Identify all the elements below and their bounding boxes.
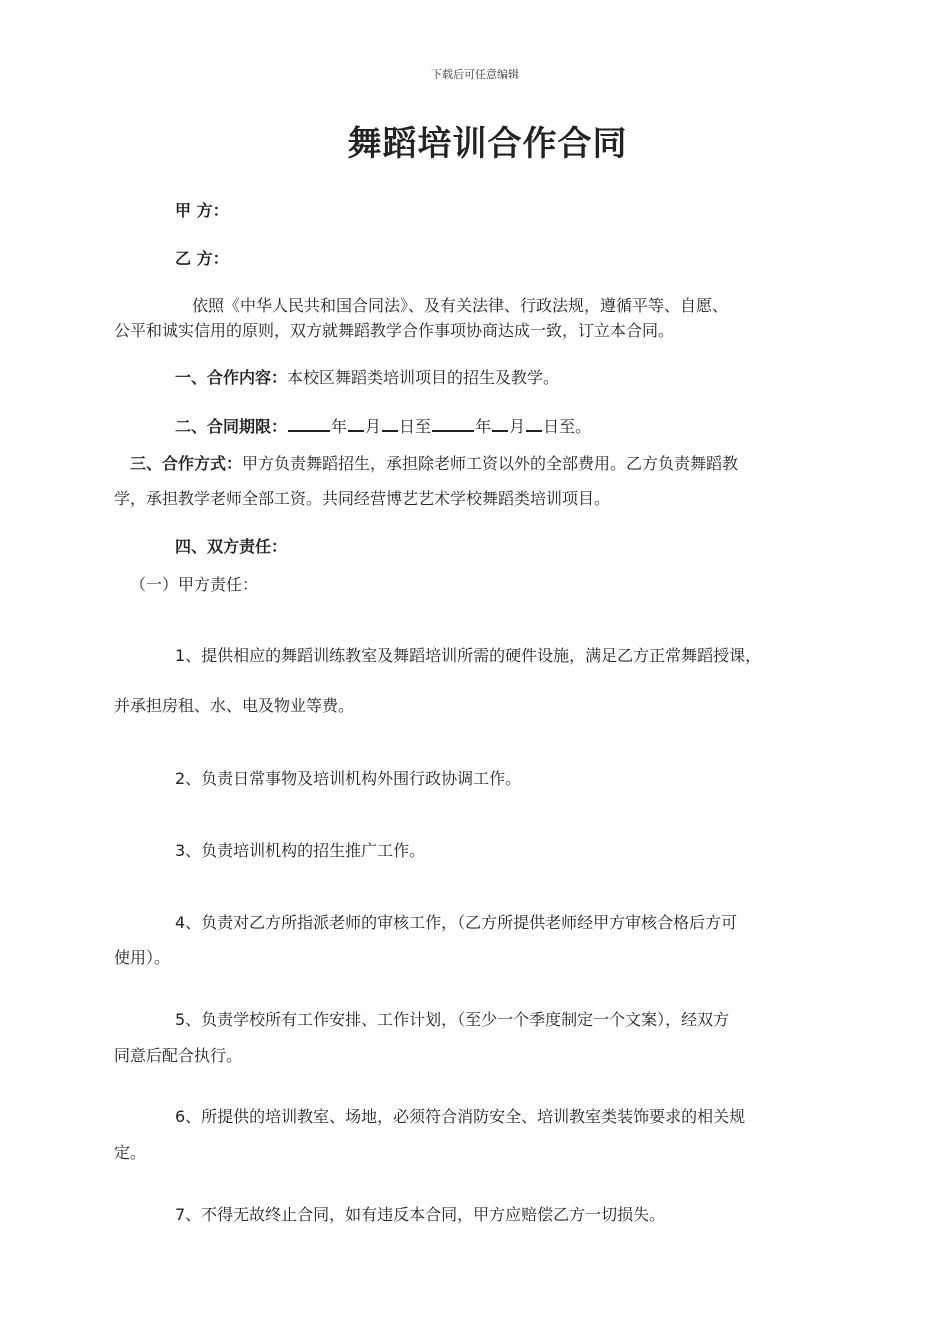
item-1-line-1: 1、提供相应的舞蹈训练教室及舞蹈培训所需的硬件设施，满足乙方正常舞蹈授课， xyxy=(175,646,762,665)
item-4-line-1: 4、负责对乙方所指派老师的审核工作，（乙方所提供老师经甲方审核合格后方可 xyxy=(175,913,738,932)
item-5-line-1: 5、负责学校所有工作安排、工作计划，（至少一个季度制定一个文案），经双方 xyxy=(175,1010,730,1029)
section-3-line-2: 学，承担教学老师全部工资。共同经营博艺艺术学校舞蹈类培训项目。 xyxy=(114,489,611,508)
section-1-label: 一、合作内容： xyxy=(175,368,288,387)
end-year-blank[interactable] xyxy=(432,416,474,432)
preamble-line-1: 依照《中华人民共和国合同法》、及有关法律、行政法规，遵循平等、自愿、 xyxy=(192,296,729,315)
item-2: 2、负责日常事物及培训机构外围行政协调工作。 xyxy=(175,769,522,788)
party-a-label: 甲 方： xyxy=(175,201,229,220)
section-1 xyxy=(175,369,559,387)
section-2 xyxy=(175,416,591,436)
section-4-label: 四、双方责任： xyxy=(175,537,288,556)
preamble-line-2: 公平和诚实信用的原则，双方就舞蹈教学合作事项协商达成一致，订立本合同。 xyxy=(114,321,675,340)
section-1-text: 本校区舞蹈类培训项目的招生及教学。 xyxy=(287,368,560,387)
year-unit: 年 xyxy=(331,417,348,436)
item-4-line-2: 使用）。 xyxy=(114,948,171,967)
day-to-unit: 日至 xyxy=(399,417,432,436)
month-unit-2: 月 xyxy=(509,417,526,436)
start-month-blank[interactable] xyxy=(348,416,364,432)
item-1-line-2: 并承担房租、水、电及物业等费。 xyxy=(114,696,355,715)
item-7: 7、不得无故终止合同，如有违反本合同，甲方应赔偿乙方一切损失。 xyxy=(175,1205,666,1224)
sub-section-a-label: （一）甲方责任： xyxy=(130,575,259,594)
start-year-blank[interactable] xyxy=(288,416,330,432)
item-6-line-2: 定。 xyxy=(114,1143,147,1162)
year-unit-2: 年 xyxy=(475,417,492,436)
section-3-text-1: 甲方负责舞蹈招生，承担除老师工资以外的全部费用。乙方负责舞蹈教 xyxy=(242,454,739,473)
end-month-blank[interactable] xyxy=(492,416,508,432)
item-5-line-2: 同意后配合执行。 xyxy=(114,1046,243,1065)
day-end-unit: 日至。 xyxy=(543,417,592,436)
party-b-label: 乙 方： xyxy=(175,249,229,268)
item-3: 3、负责培训机构的招生推广工作。 xyxy=(175,841,426,860)
month-unit: 月 xyxy=(365,417,382,436)
document-title: 舞蹈培训合作合同 xyxy=(347,124,628,164)
end-day-blank[interactable] xyxy=(526,416,542,432)
header-note: 下载后可任意编辑 xyxy=(431,68,519,81)
item-6-line-1: 6、所提供的培训教室、场地，必须符合消防安全、培训教室类装饰要求的相关规 xyxy=(175,1107,746,1126)
section-3-label: 三、合作方式： xyxy=(130,454,243,473)
start-day-blank[interactable] xyxy=(382,416,398,432)
section-3-line-1 xyxy=(130,455,738,473)
section-2-label: 二、合同期限： xyxy=(175,417,288,436)
